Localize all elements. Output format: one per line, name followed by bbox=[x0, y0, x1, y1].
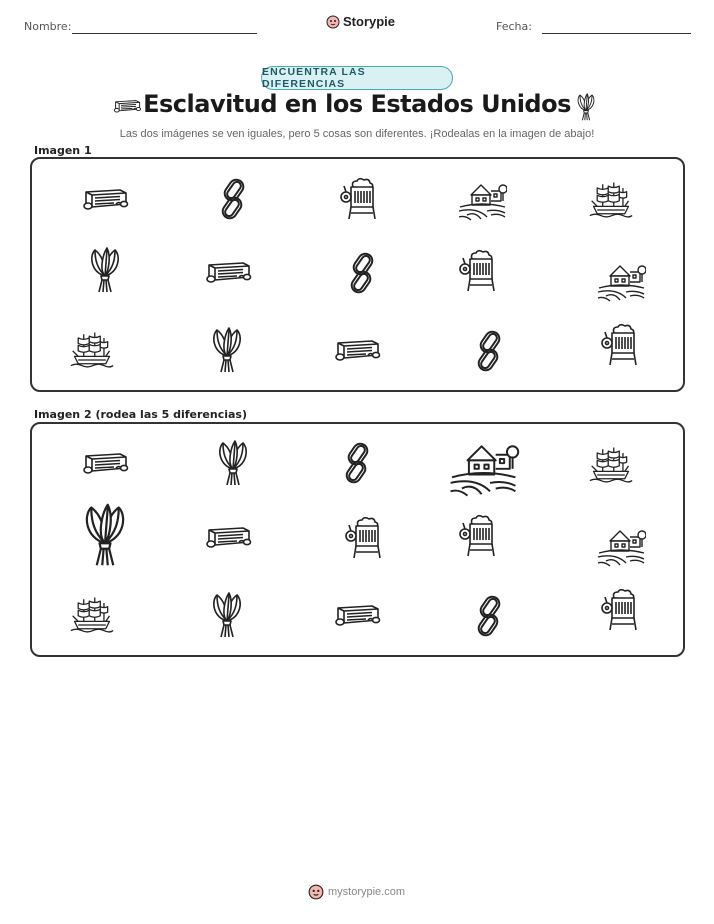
mascot-icon bbox=[326, 15, 340, 29]
document-icon bbox=[203, 257, 253, 287]
image2-label: Imagen 2 (rodea las 5 diferencias) bbox=[34, 408, 248, 421]
chain-link-icon bbox=[469, 329, 509, 373]
cotton-gin-icon bbox=[337, 177, 381, 221]
name-line[interactable] bbox=[72, 33, 257, 34]
document-icon bbox=[112, 97, 142, 115]
tobacco-leaves-icon[interactable] bbox=[207, 591, 247, 639]
ship-icon bbox=[588, 177, 634, 221]
document-icon[interactable] bbox=[332, 600, 382, 630]
chain-link-icon[interactable] bbox=[337, 441, 377, 485]
tobacco-leaves-icon bbox=[207, 326, 247, 374]
date-label: Fecha: bbox=[496, 20, 532, 33]
document-icon[interactable] bbox=[80, 448, 130, 478]
ship-icon[interactable] bbox=[69, 592, 115, 636]
name-label: Nombre: bbox=[24, 20, 72, 33]
document-icon bbox=[332, 335, 382, 365]
document-icon bbox=[80, 184, 130, 214]
cotton-gin-icon[interactable] bbox=[598, 588, 642, 632]
chain-link-icon bbox=[342, 251, 382, 295]
cotton-gin-icon bbox=[598, 323, 642, 367]
image1-panel bbox=[30, 157, 685, 392]
instructions: Las dos imágenes se ven iguales, pero 5 cosas son diferentes. ¡Rodealas en la imagen de abajo! bbox=[119, 128, 595, 140]
brand-name: Storypie bbox=[343, 14, 396, 29]
tobacco-leaves-icon[interactable] bbox=[213, 439, 253, 487]
tobacco-leaves-icon bbox=[574, 92, 598, 122]
plantation-icon[interactable] bbox=[445, 435, 521, 497]
image1-label: Imagen 1 bbox=[34, 144, 92, 157]
image2-panel bbox=[30, 422, 685, 657]
ship-icon bbox=[69, 327, 115, 371]
tobacco-leaves-icon bbox=[85, 246, 125, 294]
cotton-gin-icon[interactable] bbox=[456, 514, 500, 558]
plantation-icon bbox=[596, 258, 646, 302]
plantation-icon[interactable] bbox=[596, 523, 646, 567]
mascot-icon bbox=[308, 884, 324, 900]
brand-logo bbox=[326, 14, 395, 29]
plantation-icon bbox=[457, 177, 507, 221]
ship-icon[interactable] bbox=[588, 442, 634, 486]
page-title: Esclavitud en los Estados Unidos bbox=[143, 90, 571, 118]
activity-badge: ENCUENTRA LAS DIFERENCIAS bbox=[261, 66, 453, 90]
footer-url[interactable]: mystorypie.com bbox=[328, 886, 406, 898]
cotton-gin-icon bbox=[456, 249, 500, 293]
document-icon[interactable] bbox=[203, 522, 253, 552]
tobacco-leaves-icon[interactable] bbox=[77, 502, 133, 568]
date-line[interactable] bbox=[542, 33, 691, 34]
footer bbox=[308, 884, 405, 900]
chain-link-icon bbox=[213, 177, 253, 221]
chain-link-icon[interactable] bbox=[469, 594, 509, 638]
cotton-gin-icon[interactable] bbox=[342, 516, 386, 560]
